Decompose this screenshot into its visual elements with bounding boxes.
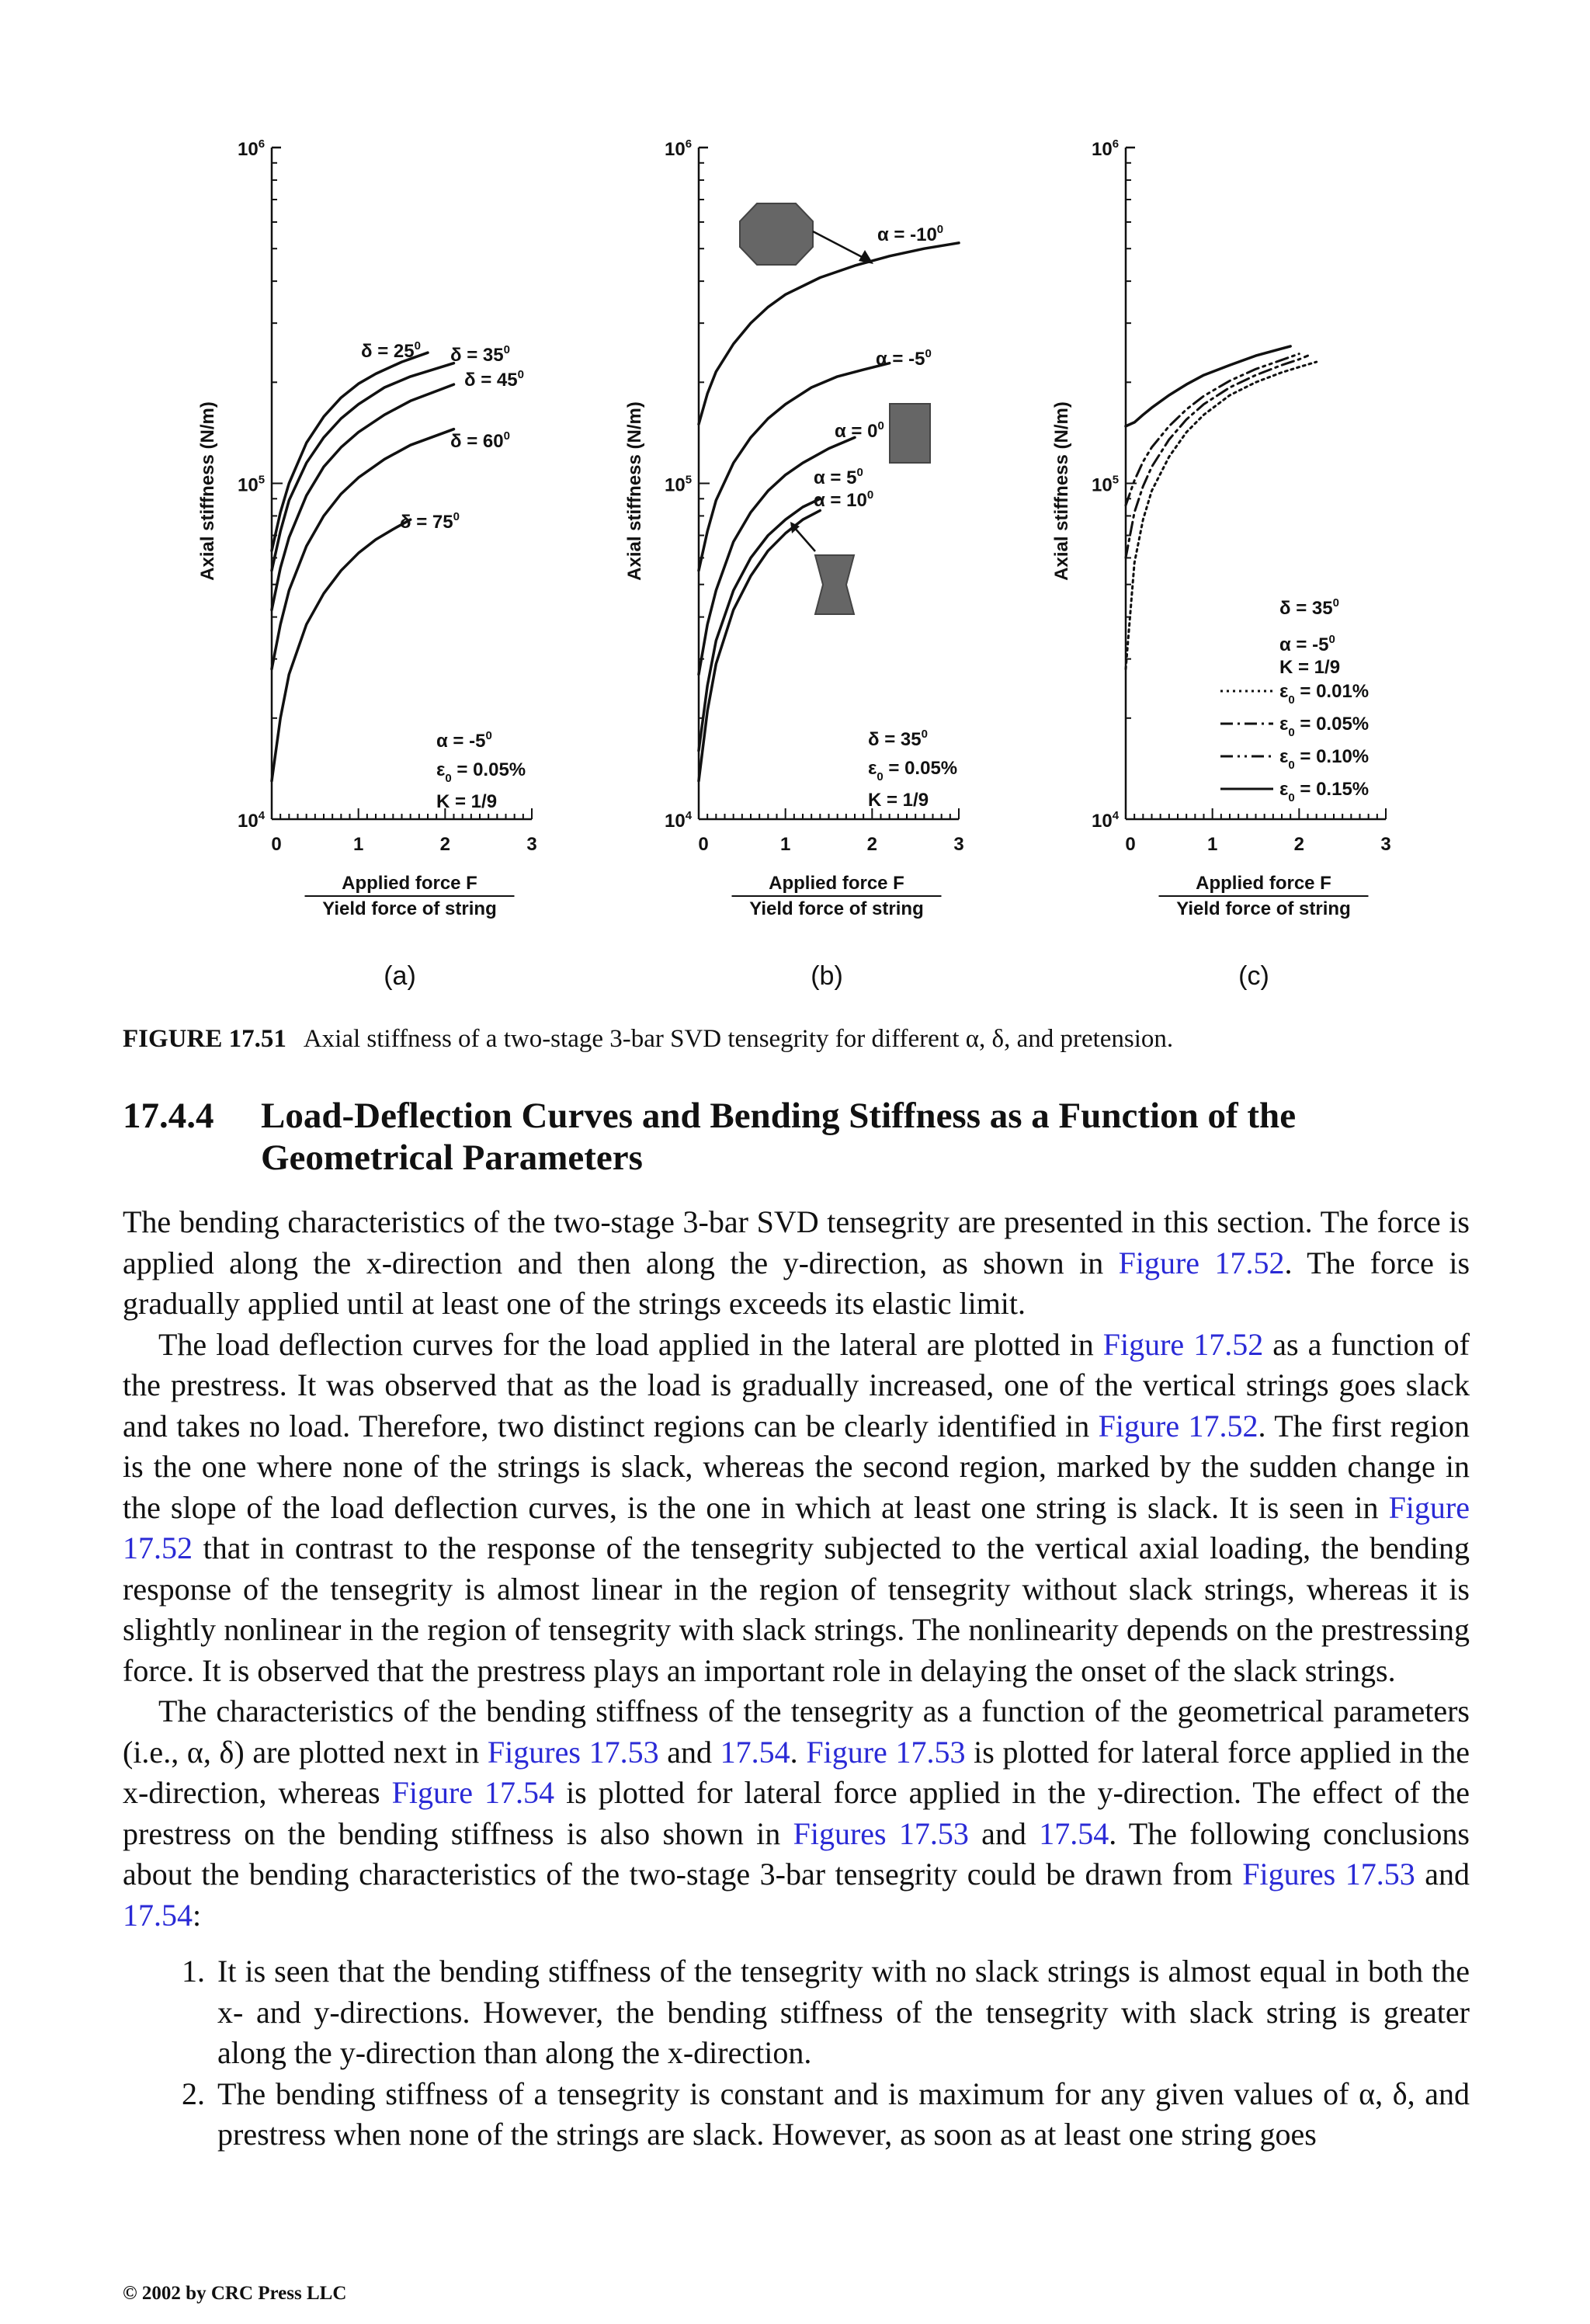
- curve-label: $\delta = 75^0$: [400, 510, 460, 533]
- curve-label: $\alpha = 10^0$: [814, 488, 874, 511]
- y-tick-label: $10^4$: [1092, 809, 1120, 832]
- series-line: [699, 511, 820, 781]
- section-heading: [123, 1095, 1474, 1179]
- copyright-footer: © 2002 by CRC Press LLC: [123, 2283, 347, 2304]
- x-tick-label: 2: [439, 834, 451, 855]
- y-tick-label: $10^4$: [238, 809, 266, 832]
- x-axis-label-numerator: Applied force F: [342, 873, 477, 894]
- paragraph-text: . The force is gradually applied until at least one of the strings exceeds its elastic limit.: [123, 1245, 1470, 1321]
- x-axis-label-denominator: Yield force of string: [322, 898, 497, 919]
- plot-panel-a: [0, 0, 1590, 1009]
- figure-reference-link[interactable]: Figure 17.52: [123, 1489, 1470, 1565]
- parameter-alpha: $\alpha = -5^0$: [436, 729, 492, 752]
- figure-caption: [123, 1025, 1474, 1054]
- paragraph-text: The load deflection curves for the load applied in the lateral are plotted in: [158, 1326, 1103, 1362]
- x-tick-label: 0: [271, 834, 282, 855]
- paragraph-1: [123, 1202, 1470, 1325]
- legend-entry: $\varepsilon_0 = 0.10\%$: [1279, 746, 1370, 772]
- curve-label: $\delta = 25^0$: [361, 339, 421, 362]
- series-line: [1126, 346, 1290, 426]
- paragraph-text: :: [193, 1897, 202, 1933]
- x-tick-label: 2: [1293, 834, 1305, 855]
- curve-label: $\alpha = 5^0$: [814, 466, 863, 488]
- parameter-k: K = 1/9: [436, 791, 498, 812]
- paragraph-text: .: [790, 1734, 807, 1770]
- panel-label-c: (c): [1238, 961, 1269, 991]
- paragraph-text: The characteristics of the bending stiffness of the tensegrity as a function of the geometrical parameters (i.e., α, δ) are plotted next in: [123, 1693, 1470, 1770]
- figure-reference-link[interactable]: Figure 17.53: [806, 1734, 966, 1770]
- parameter-delta: $\delta = 35^0$: [1279, 596, 1339, 619]
- caption-figure-number: FIGURE 17.51: [123, 1025, 286, 1053]
- panel-b: [699, 148, 959, 896]
- figure-reference-link[interactable]: Figures 17.53: [1242, 1857, 1415, 1892]
- list-item: 2. The bending stiffness of a tensegrity is constant and is maximum for any given values of α, δ, and prestress when none of the strings are slack. However, as soon as at least one string goes: [213, 2074, 1470, 2156]
- y-tick-label: $10^5$: [665, 473, 693, 496]
- y-tick-label: $10^4$: [665, 809, 693, 832]
- x-tick-label: 0: [698, 834, 709, 855]
- y-tick-label: $10^6$: [1092, 137, 1120, 160]
- pointer-arrow-line: [813, 231, 868, 260]
- paragraph-text: that in contrast to the response of the tensegrity subjected to the vertical axial loading, the bending response of the tensegrity is almost linear in the region of tensegrity without slack strings, whereas it is slightly nonlinear in the region of tensegrity with slack strings. The nonlinearity depends on the prestressing force. It is observed that the prestress plays an important role in delaying the onset of the slack strings.: [123, 1530, 1470, 1688]
- series-line: [272, 384, 454, 610]
- curve-label: $\delta = 45^0$: [464, 368, 524, 391]
- figure-reference-link[interactable]: 17.54: [720, 1734, 790, 1770]
- section-title: Load-Deflection Curves and Bending Stiffness as a Function of the Geometrical Parameters: [261, 1096, 1297, 1178]
- figure-reference-link[interactable]: Figure 17.54: [391, 1775, 555, 1810]
- y-tick-label: $10^5$: [1092, 473, 1120, 496]
- x-axis-label-denominator: Yield force of string: [1176, 898, 1351, 919]
- panel-label-b: (b): [811, 961, 843, 991]
- figure-reference-link[interactable]: Figures 17.53: [793, 1815, 969, 1851]
- x-tick-label: 1: [779, 834, 791, 855]
- paragraph-text: The bending characteristics of the two-stage 3-bar SVD tensegrity are presented in this section. The force is applied along the x-direction and then along the y-direction, as shown in: [123, 1204, 1470, 1280]
- section-number: 17.4.4: [123, 1096, 214, 1136]
- parameter-k: K = 1/9: [1279, 657, 1341, 678]
- conclusions-list: [123, 1951, 1470, 2156]
- y-tick-label: $10^6$: [238, 137, 266, 160]
- paragraph-text: and: [1415, 1857, 1470, 1892]
- rectangle-cross-section-icon: [890, 404, 930, 463]
- curve-label: $\delta = 60^0$: [450, 429, 510, 452]
- parameter-k: K = 1/9: [868, 790, 929, 811]
- x-tick-label: 2: [866, 834, 878, 855]
- series-line: [272, 519, 411, 781]
- x-tick-label: 3: [953, 834, 964, 855]
- caption-text: Axial stiffness of a two-stage 3-bar SVD tensegrity for different α, δ, and pretension.: [303, 1025, 1174, 1053]
- figure-reference-link[interactable]: 17.54: [1039, 1815, 1109, 1851]
- parameter-alpha: $\alpha = -5^0$: [1279, 633, 1335, 655]
- y-axis-label: Axial stiffness (N/m): [197, 401, 218, 581]
- parameter-epsilon: $\varepsilon_0 = 0.05\%$: [436, 759, 526, 785]
- pointer-arrow-line: [793, 526, 815, 551]
- x-tick-label: 3: [526, 834, 537, 855]
- body-text: [123, 1202, 1470, 2156]
- x-tick-label: 1: [352, 834, 364, 855]
- y-axis-label: Axial stiffness (N/m): [624, 401, 645, 581]
- paragraph-text: and: [968, 1815, 1040, 1851]
- paragraph-text: is plotted for lateral force applied in the x-direction, whereas: [123, 1734, 1470, 1810]
- y-tick-label: $10^6$: [665, 137, 693, 160]
- legend-entry: $\varepsilon_0 = 0.05\%$: [1279, 714, 1370, 739]
- paragraph-text: is plotted for lateral force applied in the y-direction. The effect of the prestress on the bending stiffness is also shown in: [123, 1775, 1470, 1851]
- series-line: [1126, 362, 1317, 669]
- figure-reference-link[interactable]: Figure 17.52: [1102, 1326, 1264, 1362]
- x-axis-label-denominator: Yield force of string: [749, 898, 924, 919]
- x-tick-label: 0: [1125, 834, 1136, 855]
- paragraph-text: . The first region is the one where none of the strings is slack, whereas the second region, marked by the sudden change in the slope of the load deflection curves, is the one in which at least one string is slack. It is seen in: [123, 1408, 1470, 1525]
- y-tick-label: $10^5$: [238, 473, 266, 496]
- parameter-delta: $\delta = 35^0$: [868, 728, 928, 750]
- series-line: [1126, 356, 1308, 558]
- x-axis-label-numerator: Applied force F: [769, 873, 904, 894]
- list-item: 1. It is seen that the bending stiffness of the tensegrity with no slack strings is almost equal in both the x- and y-directions. However, the bending stiffness of the tensegrity with slack string is greater along the y-direction than along the x-direction.: [213, 1951, 1470, 2074]
- hourglass-cross-section-icon: [815, 555, 854, 614]
- curve-label: $\alpha = -5^0$: [876, 347, 932, 370]
- paragraph-text: as a function of the prestress. It was observed that as the load is gradually increased, one of the vertical strings goes slack and takes no load. Therefore, two distinct regions can be clearly identified in: [123, 1326, 1470, 1443]
- x-tick-label: 1: [1206, 834, 1218, 855]
- paragraph-2: [123, 1325, 1470, 1692]
- series-line: [699, 243, 959, 425]
- y-axis-label: Axial stiffness (N/m): [1051, 401, 1072, 581]
- legend-entry: $\varepsilon_0 = 0.15\%$: [1279, 779, 1370, 804]
- paragraph-3: [123, 1691, 1470, 1936]
- octagon-cross-section-icon: [740, 203, 813, 265]
- figure-reference-link[interactable]: Figure 17.52: [1118, 1245, 1285, 1280]
- panel-label-a: (a): [384, 961, 416, 991]
- paragraph-text: . The following conclusions about the bending characteristics of the two-stage 3-bar tensegrity could be drawn from: [123, 1815, 1470, 1892]
- figure-reference-link[interactable]: Figure 17.52: [1098, 1408, 1258, 1443]
- parameter-epsilon: $\varepsilon_0 = 0.05\%$: [868, 758, 958, 783]
- figure-reference-link[interactable]: Figures 17.53: [487, 1734, 659, 1770]
- x-axis-label-numerator: Applied force F: [1196, 873, 1331, 894]
- curve-label: $\alpha = -10^0$: [877, 223, 944, 245]
- x-tick-label: 3: [1380, 834, 1391, 855]
- paragraph-text: and: [658, 1734, 720, 1770]
- figure-reference-link[interactable]: 17.54: [123, 1897, 193, 1933]
- curve-label: $\delta = 35^0$: [450, 343, 510, 366]
- curve-label: $\alpha = 0^0$: [835, 419, 884, 442]
- legend-entry: $\varepsilon_0 = 0.01\%$: [1279, 681, 1370, 707]
- figure-17-51: [0, 0, 1590, 1009]
